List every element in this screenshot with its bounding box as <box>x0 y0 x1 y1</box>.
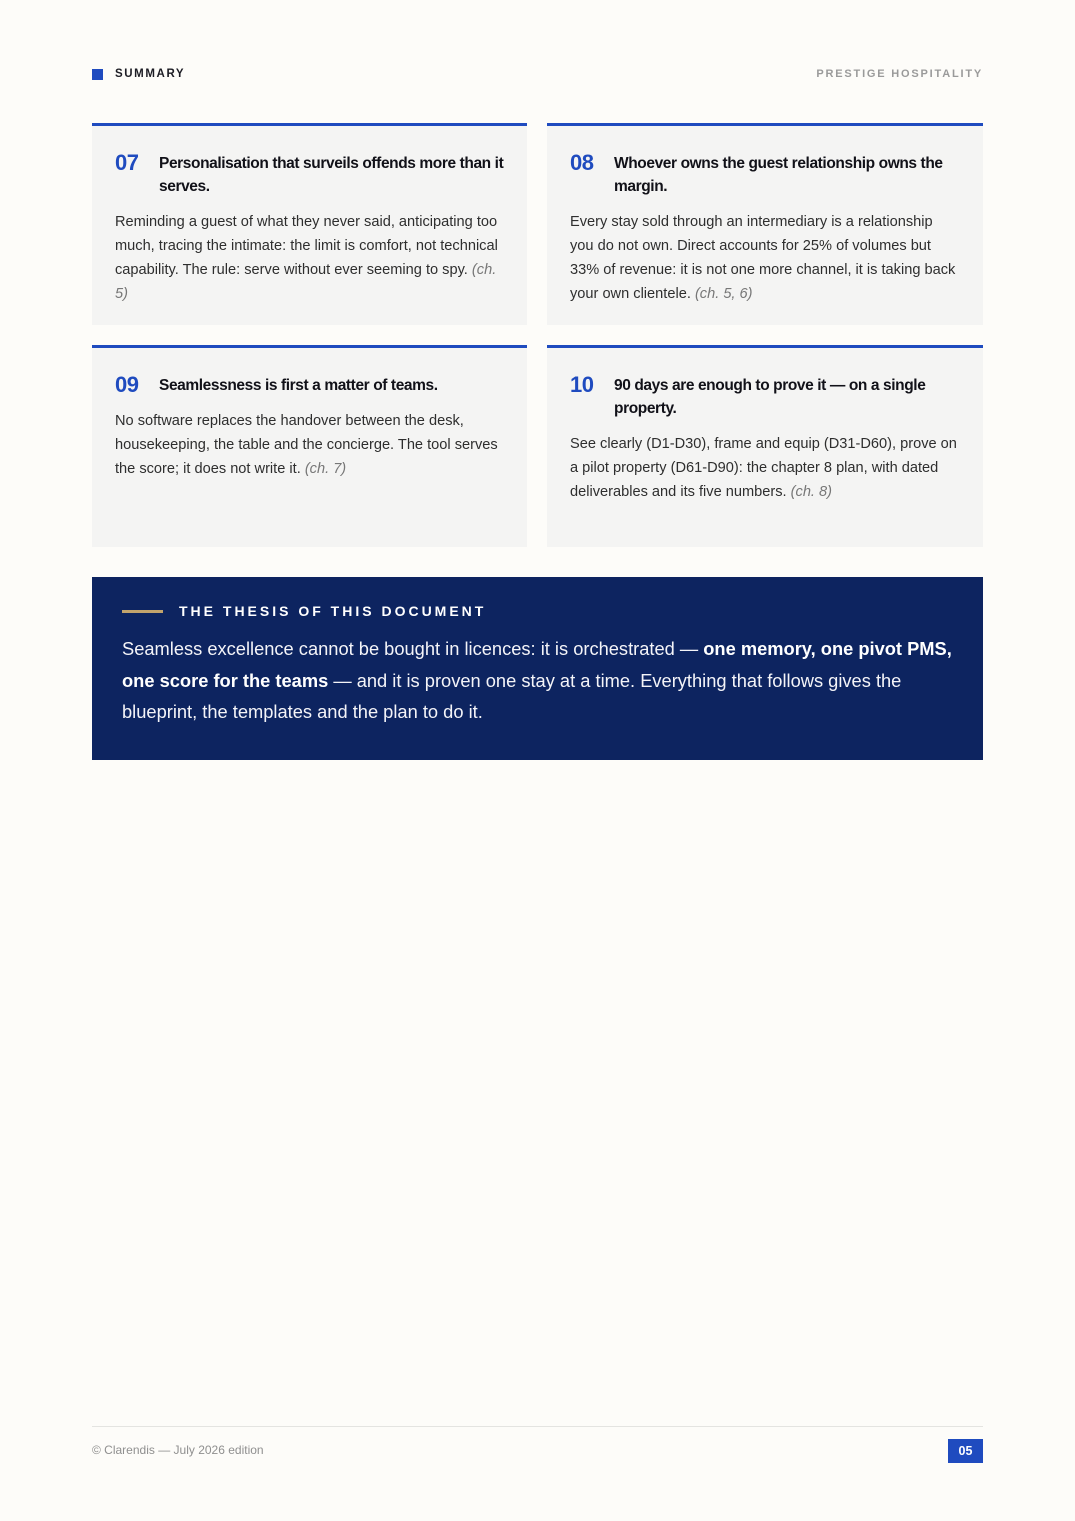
chapter-reference: (ch. 5, 6) <box>694 286 753 302</box>
brand-name: PRESTIGE HOSPITALITY <box>816 68 983 80</box>
page-number: 05 <box>948 1439 983 1463</box>
summary-card <box>92 123 527 325</box>
chapter-reference: (ch. 7) <box>304 461 347 477</box>
card-number: 10 <box>570 372 594 397</box>
footer-copyright: © Clarendis — July 2026 edition <box>92 1443 264 1457</box>
card-title: 90 days are enough to prove it — on a single property. <box>614 377 926 417</box>
square-icon <box>92 69 103 80</box>
thesis-text-end: — and it is proven one stay at a time. Everything that follows gives the blueprint, the templates and the plan to do it. <box>122 669 902 722</box>
card-body <box>570 210 960 306</box>
section-title: SUMMARY <box>115 68 186 80</box>
chapter-reference: (ch. 5) <box>115 262 497 302</box>
summary-grid <box>92 123 983 547</box>
thesis-heading <box>122 603 953 619</box>
thesis-text-emphasis: one memory, one pivot PMS, one score for the teams <box>122 638 952 691</box>
card-heading <box>115 373 504 397</box>
chapter-reference: (ch. 8) <box>790 484 833 500</box>
card-heading <box>570 151 960 198</box>
card-heading <box>115 151 504 198</box>
card-heading <box>570 373 960 420</box>
thesis-text-start: Seamless excellence cannot be bought in licences: it is orchestrated — <box>122 638 704 659</box>
card-number: 09 <box>115 372 139 397</box>
card-text: No software replaces the handover between the desk, housekeeping, the table and the concierge. The tool serves the score; it does not write it. <box>115 413 498 477</box>
section-label <box>92 68 185 80</box>
footer-divider <box>92 1426 983 1427</box>
card-title: Personalisation that surveils offends more than it serves. <box>159 155 504 195</box>
summary-card <box>547 123 983 325</box>
card-text: Reminding a guest of what they never said, anticipating too much, tracing the intimate: the limit is comfort, not technical capability. The rule: serve without ever seeming to spy. <box>115 214 498 278</box>
thesis-box <box>92 577 983 760</box>
gold-rule-icon <box>122 610 163 613</box>
summary-card <box>92 345 527 547</box>
page-header <box>92 66 983 82</box>
summary-card <box>547 345 983 547</box>
card-text: Every stay sold through an intermediary is a relationship you do not own. Direct accounts for 25% of volumes but 33% of revenue: it is not one more channel, it is taking back your own clientele. <box>570 214 956 302</box>
thesis-label: THE THESIS OF THIS DOCUMENT <box>179 603 487 619</box>
card-title: Seamlessness is first a matter of teams. <box>159 377 438 394</box>
card-title: Whoever owns the guest relationship owns the margin. <box>614 155 943 195</box>
card-body <box>115 210 504 306</box>
card-number: 08 <box>570 150 594 175</box>
card-number: 07 <box>115 150 139 175</box>
card-text: See clearly (D1-D30), frame and equip (D31-D60), prove on a pilot property (D61-D90): the chapter 8 plan, with dated deliverables and its five numbers. <box>570 436 957 500</box>
card-body <box>115 409 504 481</box>
card-body <box>570 432 960 504</box>
thesis-text <box>122 633 953 728</box>
